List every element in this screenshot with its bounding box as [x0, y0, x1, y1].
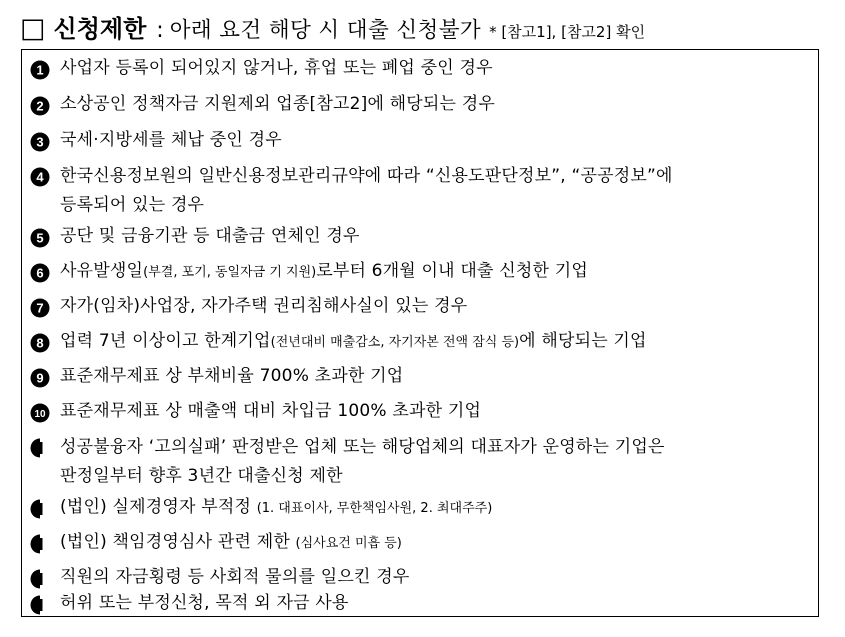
item-text: 한국신용정보원의 일반신용정보관리규약에 따라 “신용도판단정보”, “공공정보”에 등록되어 있는 경우: [60, 166, 673, 215]
item-text: 표준재무제표 상 부채비율 700% 초과한 기업: [60, 366, 404, 386]
reference-note: * [참고1], [참고2] 확인: [489, 23, 646, 41]
item-text: (법인) 책임경영심사 관련 제한 (심사요건 미흡 등): [60, 532, 402, 552]
svg-text:4: 4: [36, 169, 44, 185]
svg-text:10: 10: [34, 409, 46, 420]
circled-number-3-icon: [30, 132, 52, 154]
svg-text:9: 9: [36, 370, 44, 386]
circled-number-7-icon: [30, 298, 52, 320]
item-text: 소상공인 정책자금 지원제외 업종[참고2]에 해당되는 경우: [60, 94, 496, 114]
svg-text:7: 7: [36, 300, 44, 316]
item-text: 업력 7년 이상이고 한계기업(전년대비 매출감소, 자기자본 전액 잠식 등)에 해당되는 기업: [60, 331, 647, 351]
item-text: 국세·지방세를 체납 중인 경우: [60, 130, 282, 150]
filled-marker-icon: [30, 438, 52, 460]
item-text: (법인) 실제경영자 부적정 (1. 대표이사, 무한책임사원, 2. 최대주주): [60, 497, 493, 517]
svg-text:8: 8: [36, 335, 44, 351]
section-header: [20, 9, 840, 45]
item-text: 허위 또는 부정신청, 목적 외 자금 사용: [60, 593, 349, 613]
item-text: 사업자 등록이 되어있지 않거나, 휴업 또는 폐업 중인 경우: [60, 58, 493, 78]
circled-number-4-icon: [30, 167, 52, 189]
section-title: 신청제한: [53, 14, 147, 43]
circled-number-2-icon: [30, 96, 52, 118]
svg-text:5: 5: [36, 230, 44, 246]
item-text: 자가(임차)사업장, 자가주택 권리침해사실이 있는 경우: [60, 296, 468, 316]
filled-marker-icon: [30, 499, 52, 521]
svg-text:2: 2: [36, 98, 44, 114]
title-colon: :: [156, 18, 164, 43]
filled-marker-icon: [30, 534, 52, 556]
circled-number-10-icon: [30, 403, 52, 425]
checkbox-symbol: □: [20, 13, 46, 44]
item-text: 공단 및 금융기관 등 대출금 연체인 경우: [60, 226, 360, 246]
svg-text:6: 6: [36, 265, 44, 281]
circled-number-9-icon: [30, 368, 52, 390]
item-text: 사유발생일(부결, 포기, 동일자금 기 지원)로부터 6개월 이내 대출 신청한 기업: [60, 261, 588, 281]
circled-number-1-icon: [30, 60, 52, 82]
circled-number-5-icon: [30, 228, 52, 250]
item-text: 표준재무제표 상 매출액 대비 차입금 100% 초과한 기업: [60, 401, 482, 421]
circled-number-6-icon: [30, 263, 52, 285]
restriction-list-box: [21, 49, 819, 617]
svg-text:3: 3: [36, 134, 44, 150]
item-text: 성공불융자 ‘고의실패’ 판정받은 업체 또는 해당업체의 대표자가 운영하는 기업은 판정일부터 향후 3년간 대출신청 제한: [60, 437, 665, 486]
circled-number-8-icon: [30, 333, 52, 355]
svg-text:1: 1: [36, 62, 44, 78]
filled-marker-icon: [30, 569, 52, 591]
filled-marker-icon: [30, 595, 52, 617]
item-text: 직원의 자금횡령 등 사회적 물의를 일으킨 경우: [60, 567, 410, 587]
section-description: 아래 요건 해당 시 대출 신청불가: [169, 18, 482, 43]
